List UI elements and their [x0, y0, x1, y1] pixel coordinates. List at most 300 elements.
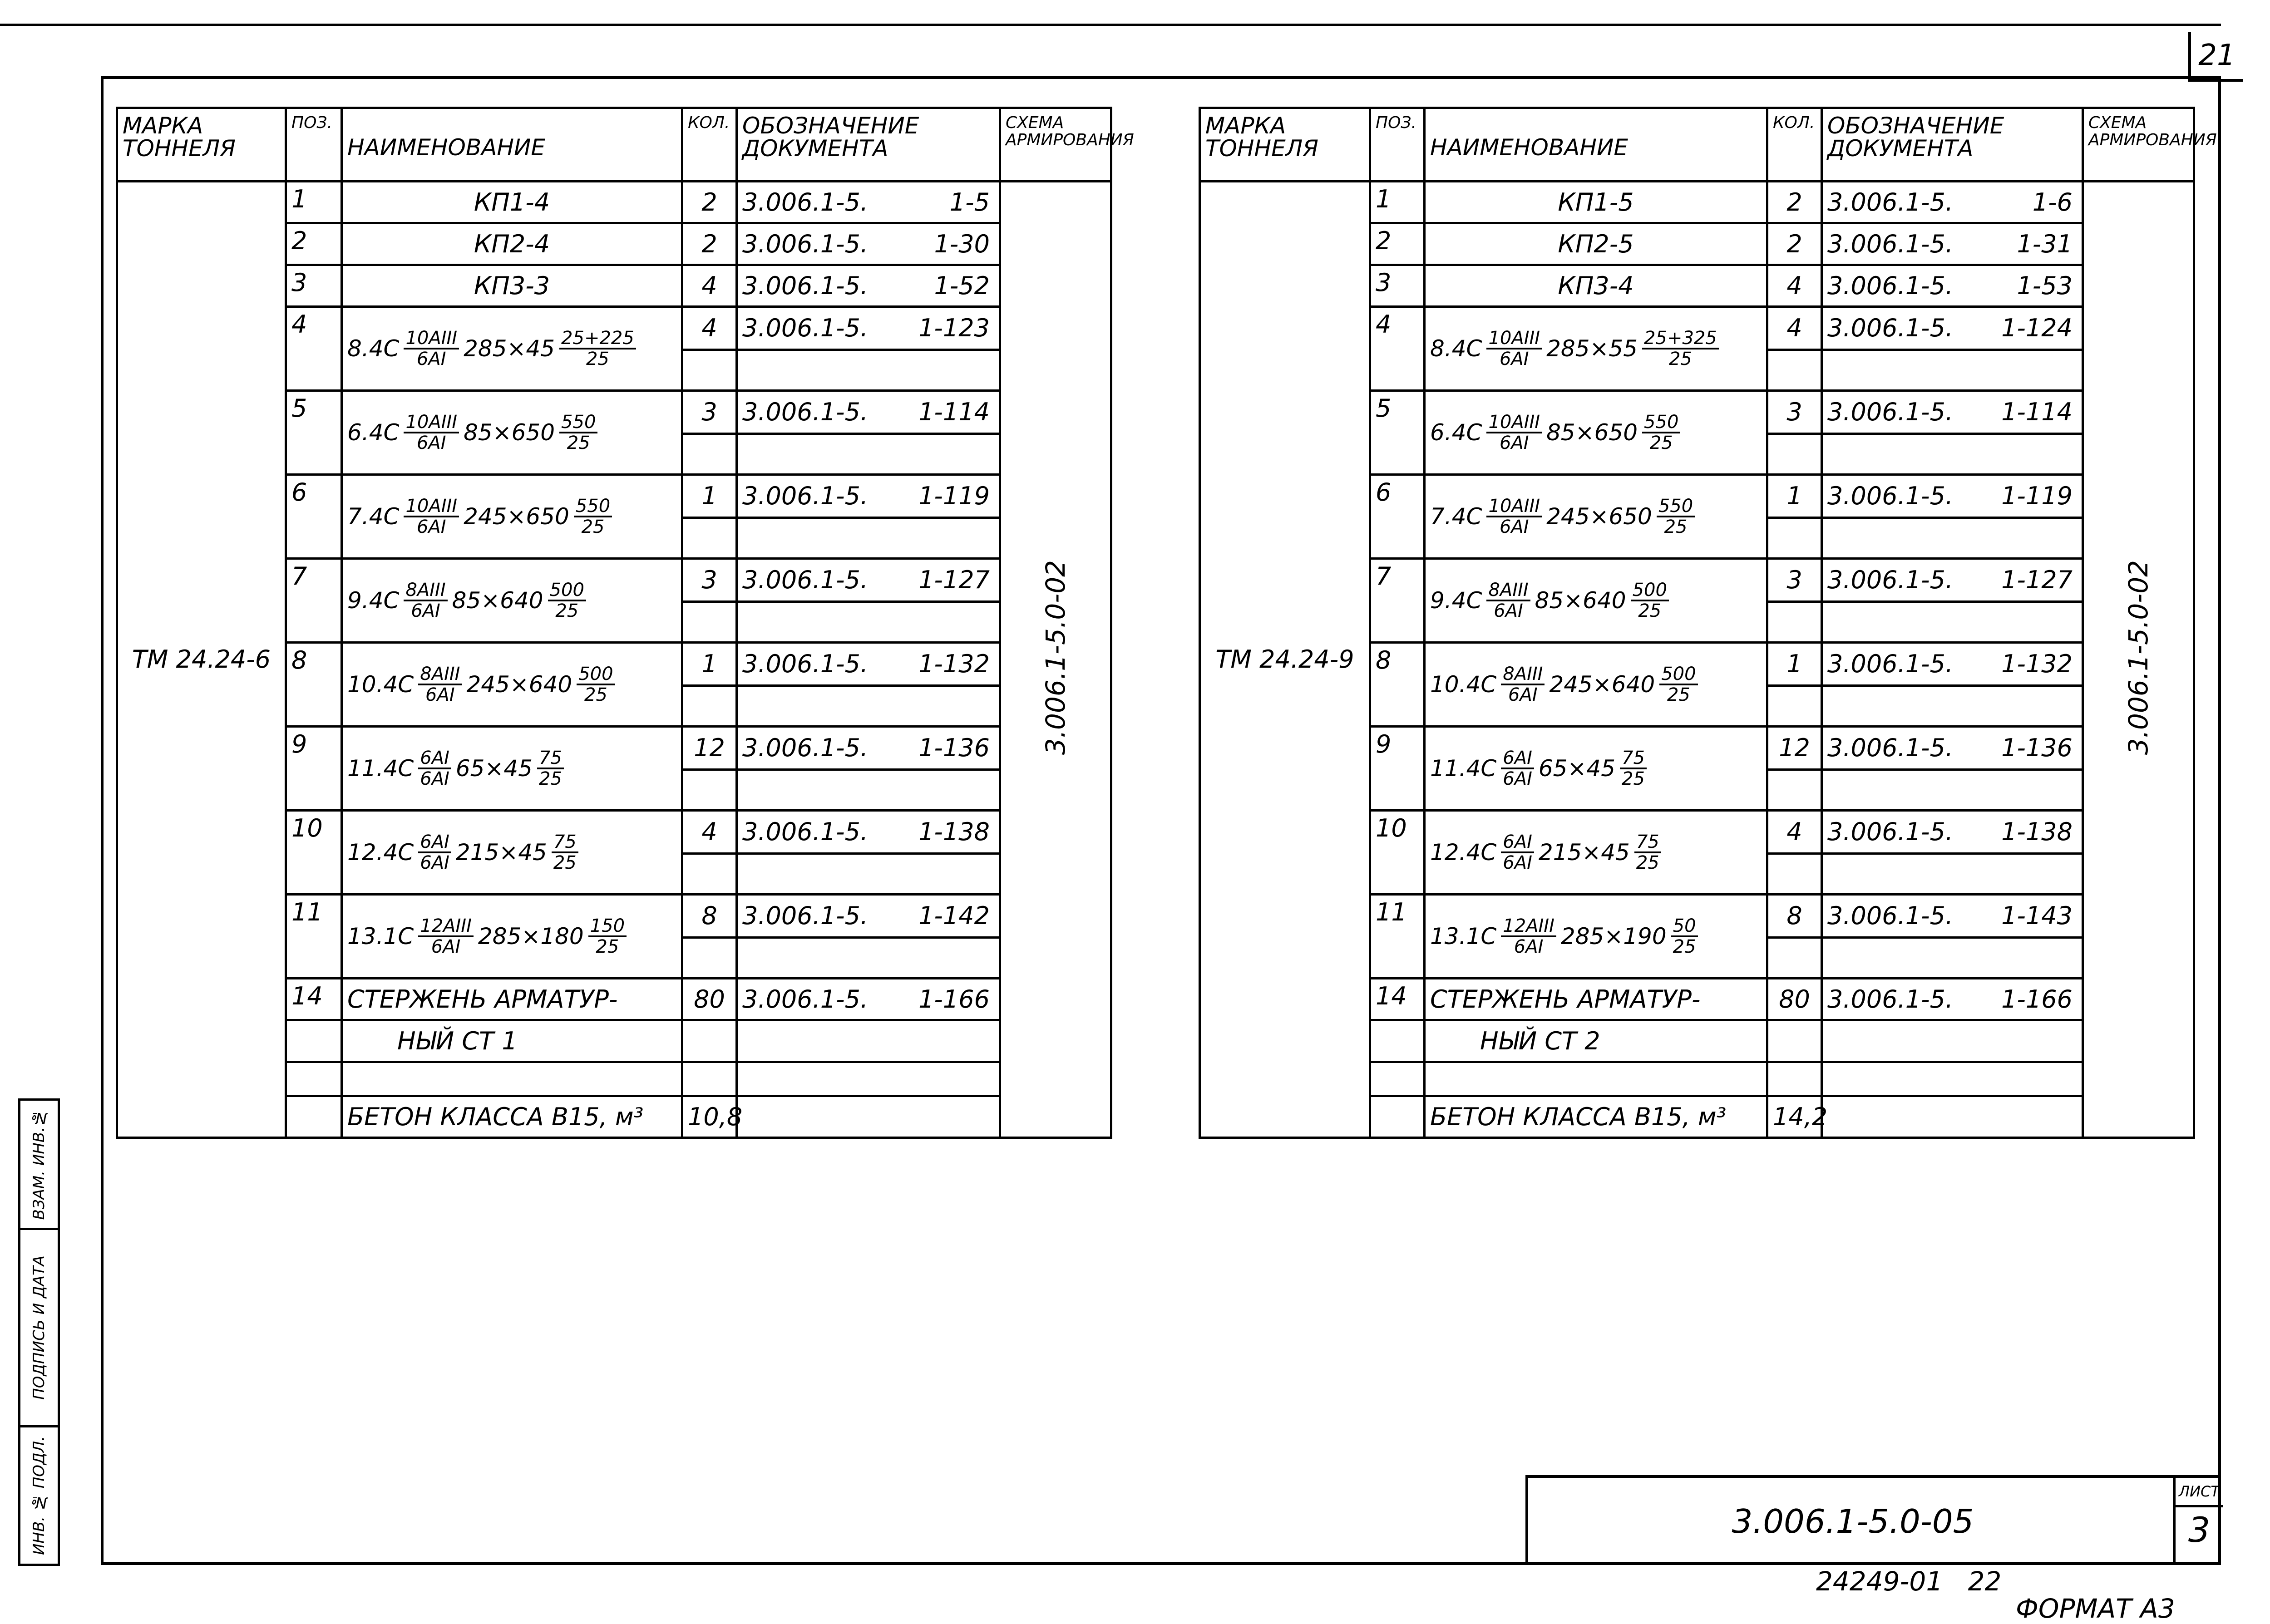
- rebar-denominator: 6АI: [416, 349, 446, 369]
- doc-series: 3.006.1-5.: [742, 271, 869, 300]
- qty-cell: 2: [1767, 182, 1822, 223]
- doc-cell: [1822, 307, 2083, 350]
- doc-cell: [1822, 182, 2083, 223]
- name-cell: [342, 643, 682, 727]
- qty-cell: 1: [682, 643, 737, 686]
- pitch-numerator: 50: [1671, 916, 1698, 937]
- qty-cell: 8: [1767, 895, 1822, 938]
- doc-ref: [1827, 271, 2077, 300]
- paper-format: ФОРМАТ А3: [2016, 1593, 2175, 1624]
- concrete-label: БЕТОН КЛАССА В15, м³: [342, 1096, 682, 1138]
- scheme-reference: 3.006.1-5.0-02: [1040, 560, 1071, 755]
- pos-cell: 7: [286, 559, 342, 643]
- qty-cell: 3: [1767, 559, 1822, 602]
- rebar-formula: [347, 329, 676, 369]
- doc-series: 3.006.1-5.: [1827, 901, 1954, 930]
- header-pos: ПОЗ.: [286, 108, 342, 182]
- table-header-row: [1200, 108, 2194, 182]
- header-scheme: СХЕМА АРМИРОВАНИЯ: [1000, 108, 1111, 182]
- tunnel-mark: ТМ 24.24-6: [117, 182, 286, 1138]
- qty-cell-empty: [682, 938, 737, 979]
- rebar-denominator: 6АI: [1499, 433, 1529, 453]
- pitch-numerator: 550: [559, 413, 597, 433]
- pos-cell: 14: [286, 979, 342, 1020]
- pitch-fraction: [1659, 664, 1698, 704]
- pitch-denominator: 25: [1667, 684, 1690, 705]
- side-cell-replaced-inv: ВЗАМ. ИНВ.№: [20, 1101, 58, 1230]
- doc-series: 3.006.1-5.: [1827, 817, 1954, 846]
- rebar-formula: [1430, 664, 1762, 704]
- name-cell: СТЕРЖЕНЬ АРМАТУР-: [1425, 979, 1767, 1020]
- stamp-sheet-number: 3: [2188, 1510, 2211, 1550]
- rebar-formula: [347, 413, 676, 453]
- doc-sheet: 1-123: [918, 314, 990, 342]
- pitch-fraction: [552, 832, 578, 872]
- doc-cell: [737, 727, 1000, 770]
- doc-cell-empty: [1822, 434, 2083, 475]
- qty-cell: 2: [1767, 223, 1822, 265]
- name-cell: [1425, 307, 1767, 391]
- doc-series: 3.006.1-5.: [742, 650, 869, 678]
- doc-series: 3.006.1-5.: [742, 817, 869, 846]
- doc-cell: [737, 391, 1000, 434]
- header-scheme: СХЕМА АРМИРОВАНИЯ: [2083, 108, 2194, 182]
- name-cell: [1425, 391, 1767, 475]
- doc-ref: [742, 901, 994, 930]
- doc-cell-empty: [737, 518, 1000, 559]
- pos-cell-empty: [286, 1020, 342, 1062]
- name-cell: КП1-4: [342, 182, 682, 223]
- rebar-formula: [1430, 916, 1762, 956]
- doc-series: 3.006.1-5.: [742, 482, 869, 510]
- name-cell: [342, 559, 682, 643]
- mesh-prefix: 8.4С: [1430, 335, 1482, 362]
- rebar-fraction: [418, 748, 451, 788]
- qty-cell: 4: [682, 307, 737, 350]
- qty-cell: 2: [682, 223, 737, 265]
- mesh-size: 215×45: [1538, 839, 1630, 866]
- doc-series: 3.006.1-5.: [742, 229, 869, 258]
- name-cell: [1425, 475, 1767, 559]
- qty-cell: 3: [1767, 391, 1822, 434]
- doc-series: 3.006.1-5.: [1827, 229, 1954, 258]
- header-name: НАИМЕНОВАНИЕ: [342, 108, 682, 182]
- pitch-fraction: [1631, 581, 1669, 620]
- doc-cell-empty: [737, 686, 1000, 727]
- mesh-size: 65×45: [455, 755, 533, 782]
- doc-series: 3.006.1-5.: [1827, 650, 1954, 678]
- pos-cell-empty: [1370, 1020, 1425, 1062]
- pitch-numerator: 75: [552, 832, 578, 853]
- qty-cell-empty: [682, 770, 737, 811]
- pitch-denominator: 25: [596, 936, 619, 957]
- rebar-fraction: [404, 413, 459, 453]
- qty-cell: 3: [682, 559, 737, 602]
- doc-sheet: 1-124: [2001, 314, 2073, 342]
- doc-sheet: 1-166: [2001, 984, 2073, 1014]
- rebar-formula: [1430, 497, 1762, 536]
- doc-cell-empty: [737, 1096, 1000, 1138]
- doc-sheet: 1-114: [918, 398, 990, 426]
- doc-sheet: 1-114: [2001, 398, 2073, 426]
- pitch-fraction: [1671, 916, 1698, 956]
- doc-sheet: 1-136: [918, 733, 990, 762]
- rebar-numerator: 10АIII: [404, 329, 459, 349]
- name-cell: СТЕРЖЕНЬ АРМАТУР-: [342, 979, 682, 1020]
- doc-ref: [742, 316, 994, 340]
- doc-ref: [1827, 400, 2077, 424]
- top-border-line: [0, 24, 2221, 26]
- doc-cell: [737, 475, 1000, 518]
- rebar-numerator: 8АIII: [404, 581, 447, 601]
- header-doc: ОБОЗНАЧЕНИЕ ДОКУМЕНТА: [1822, 108, 2083, 182]
- doc-cell-empty: [737, 770, 1000, 811]
- name-cell: КП2-4: [342, 223, 682, 265]
- pitch-denominator: 25: [581, 517, 605, 537]
- rebar-fraction: [404, 581, 447, 620]
- qty-cell: 1: [1767, 643, 1822, 686]
- title-stamp: [1525, 1475, 2220, 1565]
- doc-cell: [1822, 265, 2083, 307]
- concrete-qty: 10,8: [682, 1096, 737, 1138]
- pitch-denominator: 25: [1664, 517, 1688, 537]
- doc-cell: [737, 643, 1000, 686]
- name-cell: [342, 811, 682, 895]
- qty-cell-empty: [1767, 938, 1822, 979]
- doc-series: 3.006.1-5.: [1827, 314, 1954, 342]
- rebar-fraction: [1486, 581, 1530, 620]
- rebar-denominator: 6АI: [420, 768, 449, 789]
- pos-cell: 11: [286, 895, 342, 979]
- qty-cell-empty: [1767, 1062, 1822, 1096]
- name-cell: КП1-5: [1425, 182, 1767, 223]
- mesh-prefix: 10.4С: [1430, 671, 1497, 698]
- rebar-formula: [1430, 413, 1762, 453]
- rebar-numerator: 10АIII: [404, 497, 459, 517]
- rebar-fraction: [1486, 413, 1542, 453]
- doc-sheet: 1-6: [2032, 187, 2073, 217]
- name-cell: КП3-3: [342, 265, 682, 307]
- doc-ref: [742, 271, 994, 300]
- pos-cell: 6: [1370, 475, 1425, 559]
- doc-sheet: 1-127: [2001, 566, 2073, 594]
- rebar-denominator: 6АI: [1499, 517, 1529, 537]
- doc-ref: [1827, 229, 2077, 258]
- qty-cell-empty: [1767, 854, 1822, 895]
- table-header-row: [117, 108, 1111, 182]
- scheme-reference: 3.006.1-5.0-02: [2123, 560, 2154, 755]
- pitch-numerator: 25+325: [1642, 329, 1719, 349]
- header-mark: МАРКА ТОННЕЛЯ: [117, 108, 286, 182]
- name-cell: [1425, 643, 1767, 727]
- doc-series: 3.006.1-5.: [742, 398, 869, 426]
- pitch-numerator: 550: [1642, 413, 1680, 433]
- doc-cell-empty: [1822, 854, 2083, 895]
- rebar-fraction: [1486, 329, 1542, 369]
- page-number: 21: [2188, 32, 2243, 82]
- pitch-denominator: 25: [553, 852, 577, 873]
- doc-cell-empty: [1822, 350, 2083, 391]
- mesh-prefix: 10.4С: [347, 671, 414, 698]
- doc-cell-empty: [737, 1020, 1000, 1062]
- doc-cell: [1822, 895, 2083, 938]
- rebar-denominator: 6АI: [1514, 936, 1544, 957]
- rebar-denominator: 6АI: [1499, 349, 1529, 369]
- qty-cell-empty: [682, 350, 737, 391]
- rebar-denominator: 6АI: [420, 852, 449, 873]
- doc-cell-empty: [1822, 938, 2083, 979]
- qty-cell-empty: [1767, 770, 1822, 811]
- pos-cell: 3: [286, 265, 342, 307]
- rebar-fraction: [418, 664, 462, 704]
- pitch-numerator: 75: [1620, 748, 1647, 769]
- doc-sheet: 1-30: [934, 229, 990, 258]
- pos-cell: 5: [1370, 391, 1425, 475]
- mesh-size: 85×640: [1535, 587, 1626, 614]
- doc-cell-empty: [1822, 770, 2083, 811]
- mesh-prefix: 11.4С: [1430, 755, 1497, 782]
- doc-sheet: 1-119: [2001, 482, 2073, 510]
- doc-ref: [742, 984, 994, 1014]
- pitch-fraction: [1657, 497, 1695, 536]
- pitch-denominator: 25: [539, 768, 562, 789]
- doc-cell-empty: [737, 350, 1000, 391]
- pitch-numerator: 75: [537, 748, 564, 769]
- rebar-numerator: 6АI: [418, 832, 451, 853]
- doc-sheet: 1-52: [934, 271, 990, 300]
- name-cell: [1425, 811, 1767, 895]
- pos-cell: 11: [1370, 895, 1425, 979]
- mesh-size: 65×45: [1538, 755, 1615, 782]
- name-cell: НЫЙ СТ 2: [1425, 1020, 1767, 1062]
- rebar-numerator: 8АIII: [1486, 581, 1530, 601]
- pitch-numerator: 500: [577, 664, 615, 685]
- qty-cell: 12: [682, 727, 737, 770]
- rebar-formula: [347, 581, 676, 620]
- doc-cell: [737, 811, 1000, 854]
- pitch-denominator: 25: [586, 349, 609, 369]
- qty-cell: 1: [1767, 475, 1822, 518]
- rebar-denominator: 6АI: [416, 517, 446, 537]
- doc-series: 3.006.1-5.: [742, 901, 869, 930]
- header-pos: ПОЗ.: [1370, 108, 1425, 182]
- rebar-numerator: 8АIII: [418, 664, 462, 685]
- doc-cell-empty: [737, 434, 1000, 475]
- doc-sheet: 1-138: [2001, 817, 2073, 846]
- qty-cell: 1: [682, 475, 737, 518]
- pitch-fraction: [574, 497, 612, 536]
- pitch-numerator: 150: [588, 916, 627, 937]
- doc-sheet: 1-127: [918, 566, 990, 594]
- qty-cell-empty: [1767, 434, 1822, 475]
- doc-ref: [742, 652, 994, 676]
- rebar-formula: [347, 832, 676, 872]
- doc-ref: [1827, 901, 2077, 930]
- rebar-denominator: 6АI: [411, 600, 440, 621]
- doc-series: 3.006.1-5.: [1827, 398, 1954, 426]
- doc-cell-empty: [1822, 1096, 2083, 1138]
- pitch-fraction: [1620, 748, 1647, 788]
- mesh-prefix: 8.4С: [347, 335, 400, 362]
- name-cell: [342, 895, 682, 979]
- pitch-fraction: [1634, 832, 1661, 872]
- concrete-qty: 14,2: [1767, 1096, 1822, 1138]
- rebar-numerator: 10АIII: [1486, 497, 1542, 517]
- doc-series: 3.006.1-5.: [742, 187, 869, 217]
- rebar-fraction: [1501, 916, 1556, 956]
- pos-cell-empty: [1370, 1096, 1425, 1138]
- doc-ref: [742, 484, 994, 508]
- pitch-fraction: [1642, 329, 1719, 369]
- rebar-fraction: [418, 916, 474, 956]
- rebar-formula: [1430, 581, 1762, 620]
- qty-cell: 12: [1767, 727, 1822, 770]
- mesh-size: 285×55: [1546, 335, 1638, 362]
- mesh-prefix: 7.4С: [347, 503, 400, 530]
- doc-sheet: 1-138: [918, 817, 990, 846]
- pitch-denominator: 25: [1636, 852, 1659, 873]
- pos-cell: 2: [1370, 223, 1425, 265]
- mesh-size: 215×45: [455, 839, 547, 866]
- mesh-size: 85×650: [1546, 419, 1638, 446]
- name-cell-empty: [1425, 1062, 1767, 1096]
- qty-cell-empty: [682, 1062, 737, 1096]
- mesh-prefix: 6.4С: [347, 419, 400, 446]
- mesh-size: 245×650: [464, 503, 569, 530]
- doc-cell-empty: [737, 602, 1000, 643]
- doc-ref: [1827, 817, 2077, 846]
- pitch-denominator: 25: [1673, 936, 1696, 957]
- name-cell: [1425, 727, 1767, 811]
- pos-cell: 9: [1370, 727, 1425, 811]
- name-cell-empty: [342, 1062, 682, 1096]
- side-cell-original-inv: ИНВ. № ПОДЛ.: [30, 1436, 48, 1555]
- doc-ref: [1827, 316, 2077, 340]
- name-cell: [342, 307, 682, 391]
- pos-cell: 1: [1370, 182, 1425, 223]
- pos-cell: 10: [286, 811, 342, 895]
- pitch-denominator: 25: [1638, 600, 1662, 621]
- rebar-numerator: 12АIII: [1501, 916, 1556, 937]
- pitch-numerator: 500: [548, 581, 586, 601]
- pitch-numerator: 500: [1631, 581, 1669, 601]
- doc-ref: [1827, 652, 2077, 676]
- rebar-denominator: 6АI: [431, 936, 461, 957]
- rebar-fraction: [418, 832, 451, 872]
- doc-cell: [737, 182, 1000, 223]
- name-cell: [342, 727, 682, 811]
- pitch-numerator: 75: [1634, 832, 1661, 853]
- rebar-fraction: [1486, 497, 1542, 536]
- rebar-formula: [1430, 748, 1762, 788]
- doc-cell: [1822, 475, 2083, 518]
- pos-cell-empty: [286, 1096, 342, 1138]
- doc-ref: [742, 568, 994, 592]
- side-cell-signature-date: ПОДПИСЬ И ДАТА: [20, 1230, 58, 1427]
- mesh-prefix: 12.4С: [1430, 839, 1497, 866]
- rebar-numerator: 10АIII: [1486, 413, 1542, 433]
- doc-sheet: 1-132: [2001, 650, 2073, 678]
- pos-cell: 4: [286, 307, 342, 391]
- doc-ref: [1827, 733, 2077, 762]
- doc-cell: [1822, 727, 2083, 770]
- doc-ref: [1827, 484, 2077, 508]
- pos-cell-empty: [286, 1062, 342, 1096]
- pitch-denominator: 25: [1668, 349, 1692, 369]
- doc-cell-empty: [737, 938, 1000, 979]
- qty-cell: 4: [682, 265, 737, 307]
- rebar-formula: [347, 916, 676, 956]
- mesh-prefix: 9.4С: [347, 587, 400, 614]
- stamp-sheet-box: [2173, 1478, 2223, 1565]
- doc-ref: [742, 229, 994, 258]
- doc-sheet: 1-31: [2017, 229, 2073, 258]
- doc-cell: [737, 265, 1000, 307]
- qty-cell: 4: [1767, 811, 1822, 854]
- doc-sheet: 1-132: [918, 650, 990, 678]
- mesh-prefix: 6.4С: [1430, 419, 1482, 446]
- pos-cell: 7: [1370, 559, 1425, 643]
- mesh-size: 85×640: [452, 587, 543, 614]
- doc-cell-empty: [1822, 1062, 2083, 1096]
- doc-cell: [1822, 811, 2083, 854]
- pos-cell-empty: [1370, 1062, 1425, 1096]
- pitch-denominator: 25: [567, 433, 590, 453]
- doc-ref: [742, 733, 994, 762]
- side-signature-strip: [18, 1098, 60, 1566]
- doc-cell: [1822, 559, 2083, 602]
- doc-series: 3.006.1-5.: [742, 566, 869, 594]
- pos-cell: 5: [286, 391, 342, 475]
- doc-series: 3.006.1-5.: [742, 733, 869, 762]
- doc-cell: [737, 223, 1000, 265]
- name-cell: [1425, 559, 1767, 643]
- header-doc: ОБОЗНАЧЕНИЕ ДОКУМЕНТА: [737, 108, 1000, 182]
- qty-cell: 4: [1767, 307, 1822, 350]
- doc-sheet: 1-136: [2001, 733, 2073, 762]
- pitch-numerator: 550: [1657, 497, 1695, 517]
- pitch-fraction: [537, 748, 564, 788]
- header-mark: МАРКА ТОННЕЛЯ: [1200, 108, 1370, 182]
- doc-ref: [742, 187, 994, 217]
- pitch-fraction: [559, 413, 597, 453]
- qty-cell-empty: [682, 602, 737, 643]
- doc-cell: [737, 307, 1000, 350]
- header-qty: КОЛ.: [682, 108, 737, 182]
- name-cell: КП3-4: [1425, 265, 1767, 307]
- mesh-prefix: 7.4С: [1430, 503, 1482, 530]
- doc-cell: [1822, 223, 2083, 265]
- rebar-fraction: [404, 497, 459, 536]
- mesh-size: 285×45: [464, 335, 555, 362]
- qty-cell-empty: [682, 434, 737, 475]
- rebar-denominator: 6АI: [1494, 600, 1523, 621]
- doc-ref: [742, 400, 994, 424]
- doc-sheet: 1-119: [918, 482, 990, 510]
- pos-cell: 10: [1370, 811, 1425, 895]
- mesh-size: 245×640: [1549, 671, 1655, 698]
- doc-cell: [1822, 979, 2083, 1020]
- rebar-formula: [347, 664, 676, 704]
- rebar-numerator: 10АIII: [404, 413, 459, 433]
- pos-cell: 14: [1370, 979, 1425, 1020]
- qty-cell: 4: [1767, 265, 1822, 307]
- pos-cell: 8: [1370, 643, 1425, 727]
- qty-cell: 80: [1767, 979, 1822, 1020]
- rebar-numerator: 6АI: [1501, 832, 1534, 853]
- mesh-size: 285×190: [1560, 923, 1667, 950]
- qty-cell-empty: [682, 854, 737, 895]
